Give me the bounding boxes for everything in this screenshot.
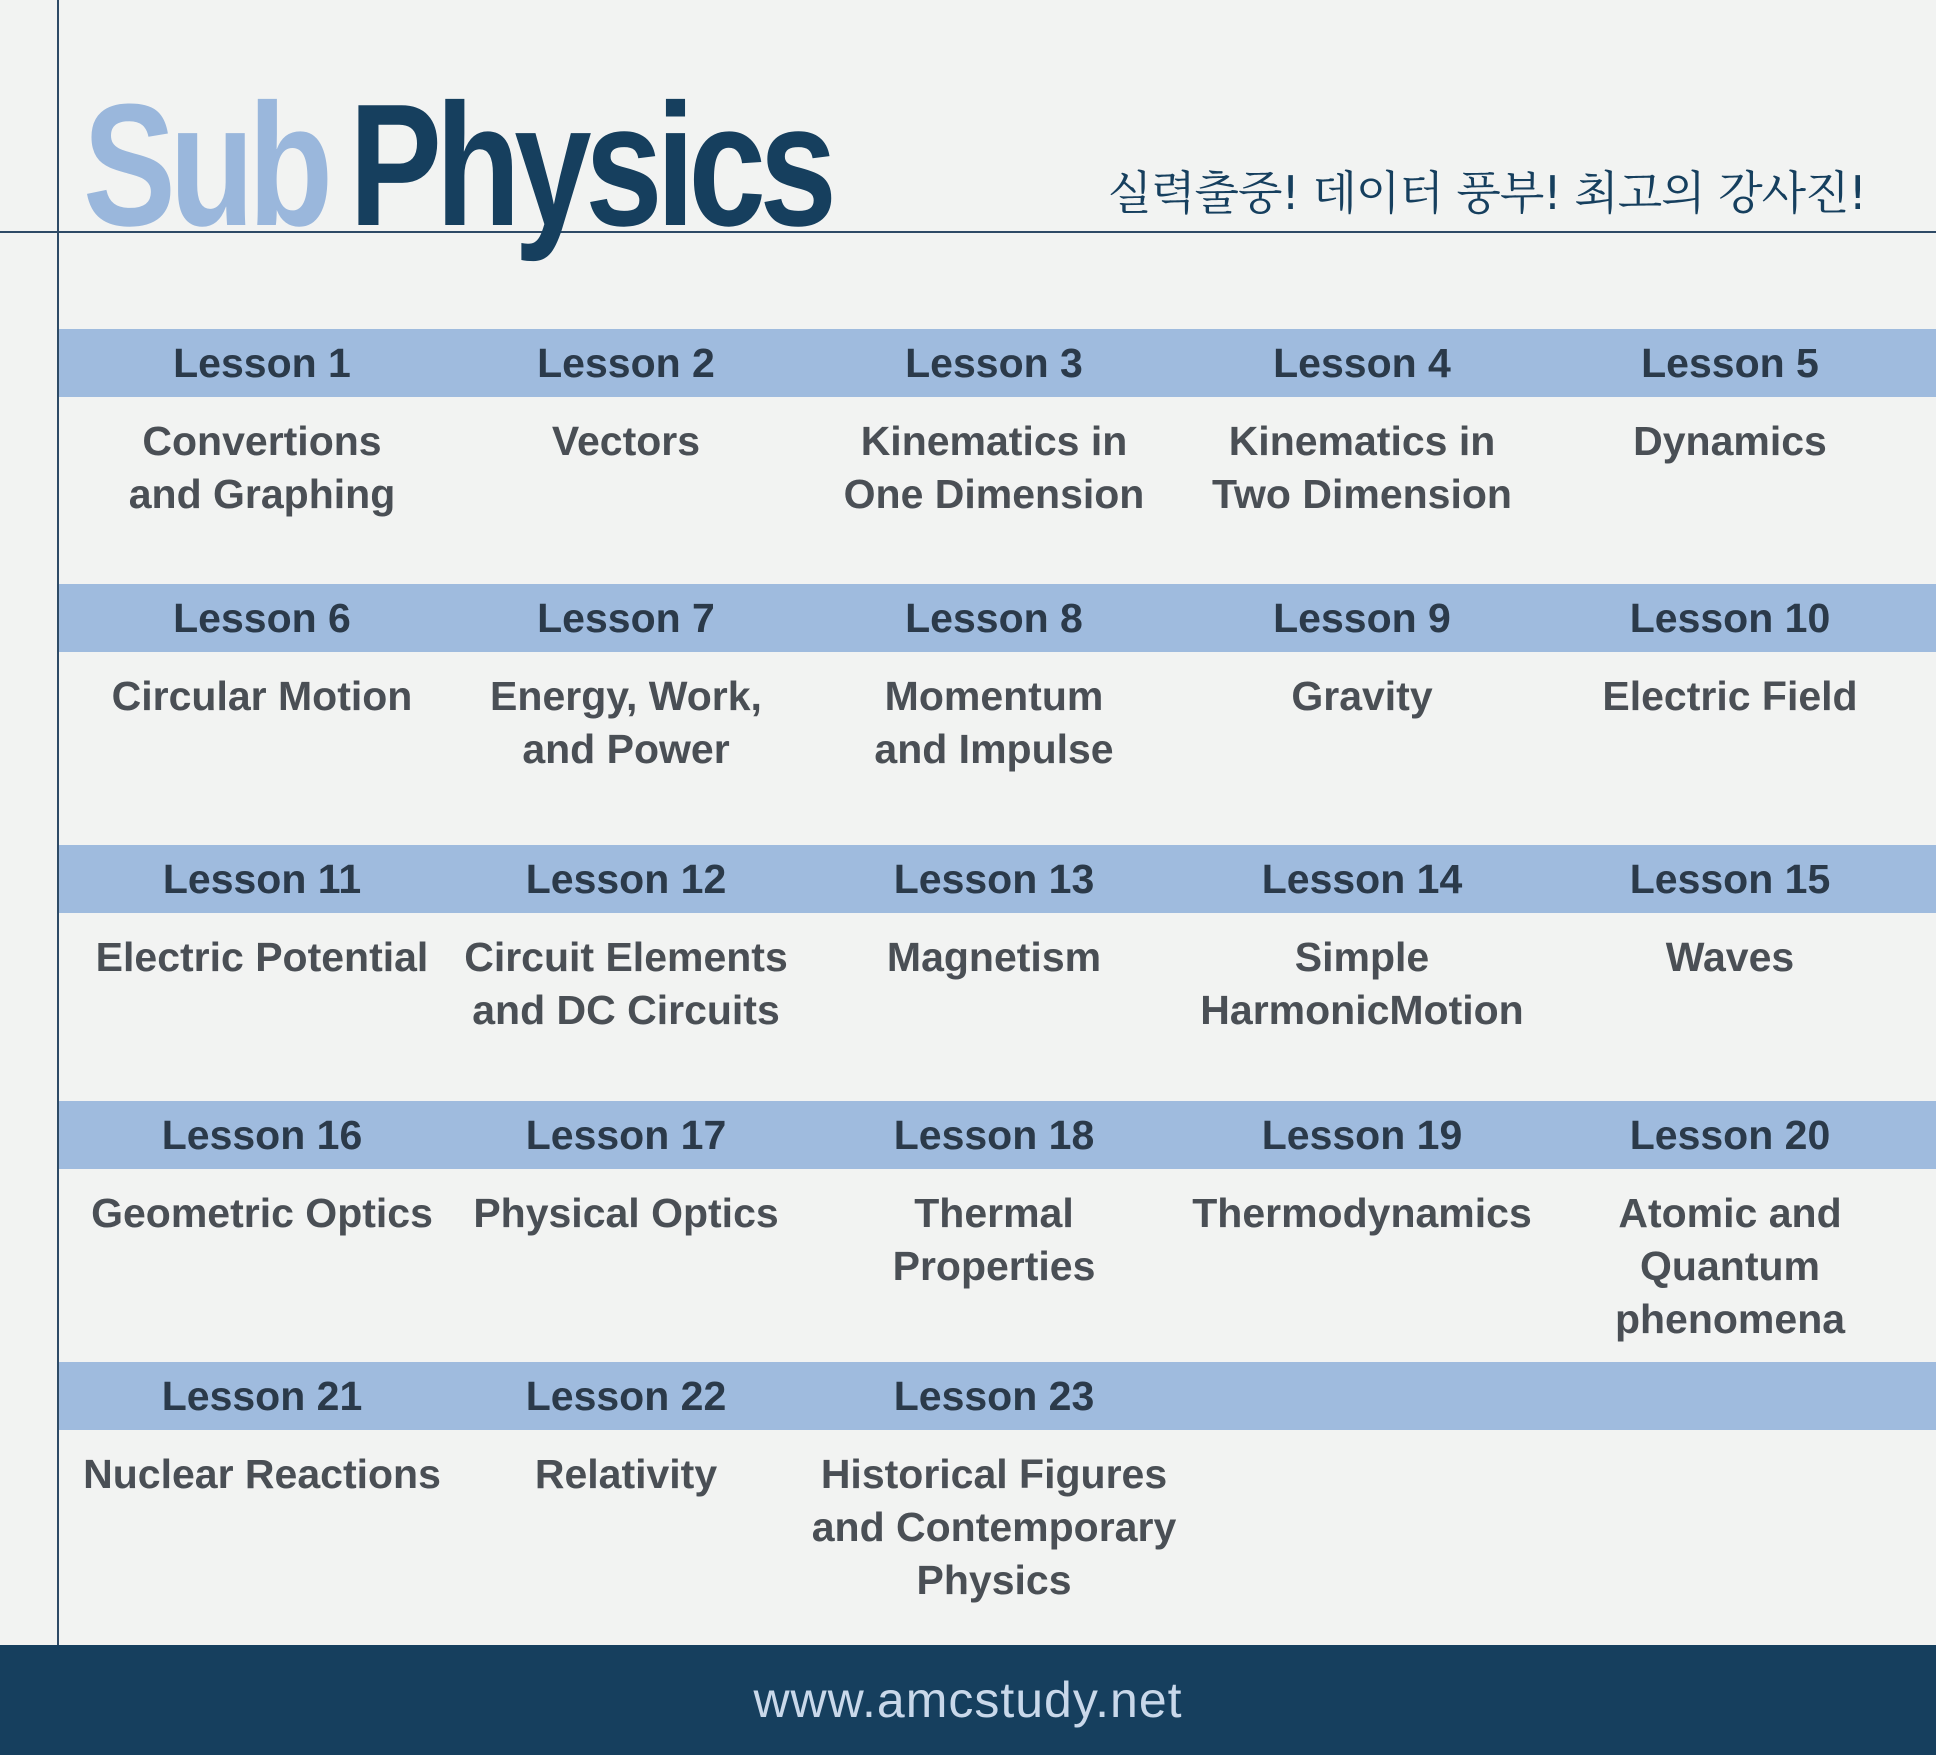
lesson-number: Lesson 17 [525,1112,727,1158]
lesson-cell [810,1101,1178,1293]
lesson-cell [1178,1101,1546,1240]
lesson-number: Lesson 1 [173,340,351,386]
lesson-number: Lesson 7 [537,595,715,641]
lesson-cell [810,584,1178,776]
lesson-cell [442,584,810,776]
lesson-number: Lesson 22 [525,1373,727,1419]
lesson-cell [442,1101,810,1240]
lesson-title: Momentum and Impulse [874,673,1114,772]
lesson-cell [78,584,446,723]
lesson-title: Simple HarmonicMotion [1200,934,1524,1033]
lesson-cell [1546,845,1914,984]
lesson-cell [1178,845,1546,1037]
lesson-title: Historical Figures and Contemporary Physics [811,1451,1177,1603]
lesson-cell [78,845,446,984]
lesson-title: Relativity [534,1451,718,1497]
lesson-number: Lesson 18 [893,1112,1095,1158]
lesson-cell [78,1362,446,1501]
lesson-title: Circuit Elements and DC Circuits [464,934,788,1033]
lesson-cell [442,845,810,1037]
lesson-title: Circular Motion [111,673,413,719]
lesson-title: Physical Optics [473,1190,779,1236]
lesson-number: Lesson 2 [537,340,715,386]
lesson-title: Magnetism [886,934,1102,980]
lesson-cell [1546,1101,1914,1346]
lesson-number: Lesson 16 [161,1112,363,1158]
lesson-number: Lesson 19 [1261,1112,1463,1158]
lesson-number: Lesson 21 [161,1373,363,1419]
lesson-title: Atomic and Quantum phenomena [1614,1190,1846,1342]
lesson-number: Lesson 20 [1629,1112,1831,1158]
lesson-cell [1178,329,1546,521]
lesson-title: Dynamics [1633,418,1827,464]
lesson-number: Lesson 10 [1629,595,1831,641]
lesson-title: Kinematics in One Dimension [843,418,1145,517]
lesson-title: Electric Potential [95,934,429,980]
lesson-cell [78,1101,446,1240]
lesson-cell [810,329,1178,521]
lesson-number: Lesson 12 [525,856,727,902]
lesson-title: Convertions and Graphing [128,418,396,517]
lesson-cell [442,329,810,468]
lesson-title: Energy, Work, and Power [490,673,762,772]
lesson-title: Geometric Optics [91,1190,433,1236]
lesson-cell [1546,329,1914,468]
lesson-cell [810,845,1178,984]
lesson-title: Nuclear Reactions [83,1451,441,1497]
tagline: 실력출중! 데이터 풍부! 최고의 강사진! [1107,166,1866,220]
page-title [83,67,831,262]
lesson-cell [1178,584,1546,723]
lesson-title: Vectors [551,418,701,464]
lesson-title: Thermodynamics [1192,1190,1532,1236]
lesson-title: Gravity [1291,673,1433,719]
lesson-title: Waves [1665,934,1795,980]
footer-bar [0,1645,1936,1755]
lesson-cell [442,1362,810,1501]
lesson-cell [810,1362,1178,1607]
lesson-number: Lesson 3 [905,340,1083,386]
lesson-title: Thermal Properties [892,1190,1096,1289]
lesson-number: Lesson 9 [1273,595,1451,641]
title-sub: Sub [83,67,327,262]
lesson-number: Lesson 6 [173,595,351,641]
lesson-cell [78,329,446,521]
lesson-number: Lesson 15 [1629,856,1831,902]
lesson-number: Lesson 23 [893,1373,1095,1419]
lesson-title: Electric Field [1602,673,1858,719]
title-main: Physics [349,67,831,262]
lesson-number: Lesson 11 [162,856,362,902]
lesson-number: Lesson 14 [1261,856,1463,902]
lesson-number: Lesson 4 [1273,340,1451,386]
lesson-title: Kinematics in Two Dimension [1212,418,1512,517]
lesson-number: Lesson 8 [905,595,1083,641]
lesson-number: Lesson 5 [1641,340,1819,386]
lesson-number: Lesson 13 [893,856,1095,902]
lesson-cell [1546,584,1914,723]
website-link[interactable]: www.amcstudy.net [753,1672,1183,1728]
